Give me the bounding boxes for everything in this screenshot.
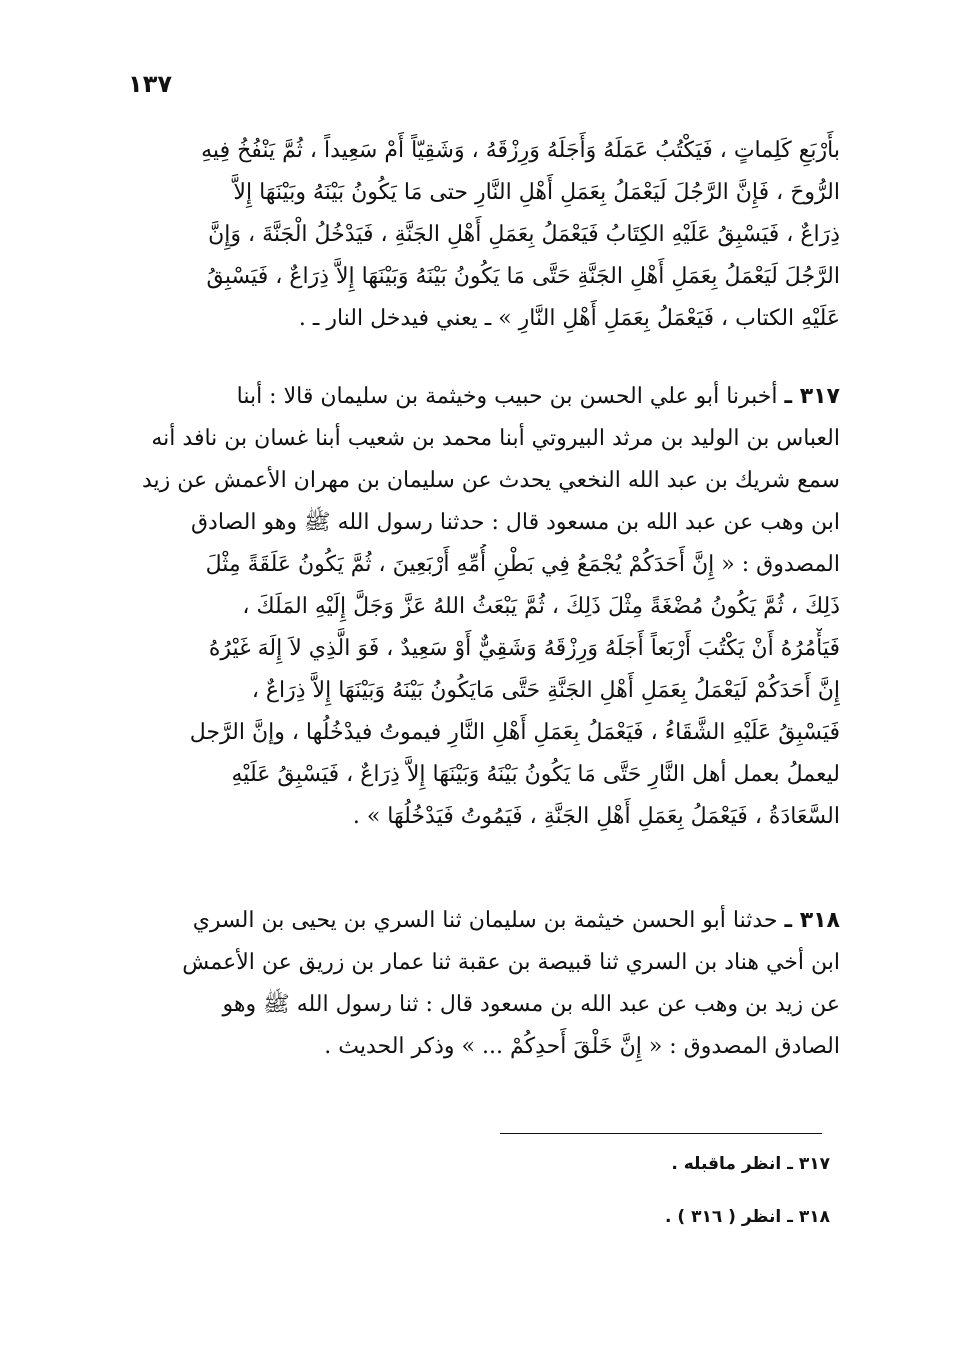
text-line: سمع شريك بن عبد الله النخعي يحدث عن سليمان بن مهران الأعمش عن زيد — [141, 468, 840, 493]
page-number: ١٣٧ — [128, 70, 172, 98]
text-line: ليعملُ بعمل أهل النَّارِ حَتَّى مَا يَكُونُ بَيْنَهُ وَبَيْنَهَا إِلاَّ ذِرَاعٌ ، فَيَسْبِقُ عَلَيْهِ — [231, 762, 840, 787]
text-line: العباس بن الوليد بن مرثد البيروتي أبنا محمد بن شعيب أبنا غسان بن نافد أنه — [151, 426, 840, 451]
footnote-text: ٣١٨ ـ انظر ( ٣١٦ ) . — [665, 1207, 830, 1227]
text-line: الرَّجُلَ لَيَعْمَلُ بِعَمَلِ أَهْلِ الجَنَّةِ حَتَّى مَا يَكُونُ بَيْنَهُ وَبَيْنَهَا إِلاَّ ذِرَاعٌ ، فَيَسْبِقُ — [206, 264, 840, 289]
footnote-divider — [500, 1133, 822, 1134]
text-line: عَلَيْهِ الكتاب ، فَيَعْمَلُ بِعَمَلِ أَهْلِ النَّارِ » ـ يعني فيدخل النار ـ . — [298, 306, 840, 331]
text-line: ذِرَاعٌ ، فَيَسْبِقُ عَلَيْهِ الكِتَابُ فَيَعْمَلُ بِعَمَلِ أَهْلِ الجَنَّةِ ، فَيَدْخُلُ الْجَنَّةَ ، وَإِنَّ — [208, 222, 840, 247]
text-line: فَيَأْمُرُهُ أَنْ يَكْتُبَ أَرْبَعاً أَجَلَهُ وَرِزْقَهُ وَشَقِيٌّ أَوْ سَعِيدٌ ، فَوَ الَّذِي لاَ إِلَهَ غَيْرُهُ — [208, 636, 840, 661]
text-line: الصادق المصدوق : « إِنَّ خَلْقَ أَحدِكُمْ ... » وذكر الحديث . — [324, 1034, 840, 1059]
text-line: عن زيد بن وهب عن عبد الله بن مسعود قال : ثنا رسول الله ﷺ وهو — [222, 992, 840, 1017]
text-line — [130, 900, 840, 942]
hadith-number: ٣١٧ ـ — [784, 384, 840, 409]
footnote — [500, 1205, 830, 1229]
text-line: ابن وهب عن عبد الله بن مسعود قال : حدثنا رسول الله ﷺ وهو الصادق — [190, 510, 840, 535]
text-line-content: أخبرنا أبو علي الحسن بن حبيب وخيثمة بن سليمان قالا : أبنا — [236, 384, 778, 409]
text-line: المصدوق : « إِنَّ أَحَدَكُمْ يُجْمَعُ فِي بَطْنِ أُمِّهِ أَرْبَعِينَ ، ثُمَّ يَكُونُ عَلَقَةً مِثْلَ — [205, 552, 840, 577]
text-line: ابن أخي هناد بن السري ثنا قبيصة بن عقبة ثنا عمار بن زريق عن الأعمش — [182, 950, 840, 975]
text-line: بأَرْبَعِ كَلِماتٍ ، فَيَكْتُبُ عَمَلَهُ وَأَجَلَهُ وَرِزْقَهُ ، وَشَقِيّاً أَمْ سَعِيداً ، ثُمَّ يَنْفُخُ فِيهِ — [201, 138, 840, 163]
text-line: إِنَّ أَحَدَكُمْ لَيَعْمَلُ بِعَمَلِ أَهْلِ الجَنَّةِ حَتَّى مَايَكُونُ بَيْنَهُ وَبَيْنَهَا إِلاَّ ذِرَاعٌ ، — [251, 678, 840, 703]
text-line — [130, 376, 840, 418]
text-line: السَّعَادَةُ ، فَيَعْمَلُ بِعَمَلِ أَهْلِ الجَنَّةِ ، فَيَمُوتُ فَيَدْخُلُهَا » . — [352, 804, 840, 829]
hadith-318-paragraph — [130, 900, 840, 1068]
intro-paragraph — [130, 130, 840, 340]
text-line: الرُّوحَ ، فَإِنَّ الرَّجُلَ لَيَعْمَلُ بِعَمَلِ أَهْلِ النَّارِ حتى مَا يَكُونُ بَيْنَهُ وبَيْنَهَا إِلاَّ — [233, 180, 840, 205]
hadith-number: ٣١٨ ـ — [784, 908, 840, 933]
text-line: ذَلِكَ ، ثُمَّ يَكُونُ مُضْغَةً مِثْلَ ذَلِكَ ، ثُمَّ يَبْعَثُ اللهُ عَزَّ وَجَلَّ إِلَيْهِ المَلَكَ ، — [242, 594, 840, 619]
footnote-text: ٣١٧ ـ انظر ماقبله . — [671, 1154, 830, 1174]
text-line-content: حدثنا أبو الحسن خيثمة بن سليمان ثنا السري بن يحيى بن السري — [192, 908, 778, 933]
text-line: فَيَسْبِقُ عَلَيْهِ الشَّقَاءُ ، فَيَعْمَلُ بِعَمَلِ أَهْلِ النَّارِ فيموتُ فيدْخُلُها ، وإنَّ الرَّجل — [189, 720, 840, 745]
footnote — [500, 1152, 830, 1176]
hadith-317-paragraph — [130, 376, 840, 838]
